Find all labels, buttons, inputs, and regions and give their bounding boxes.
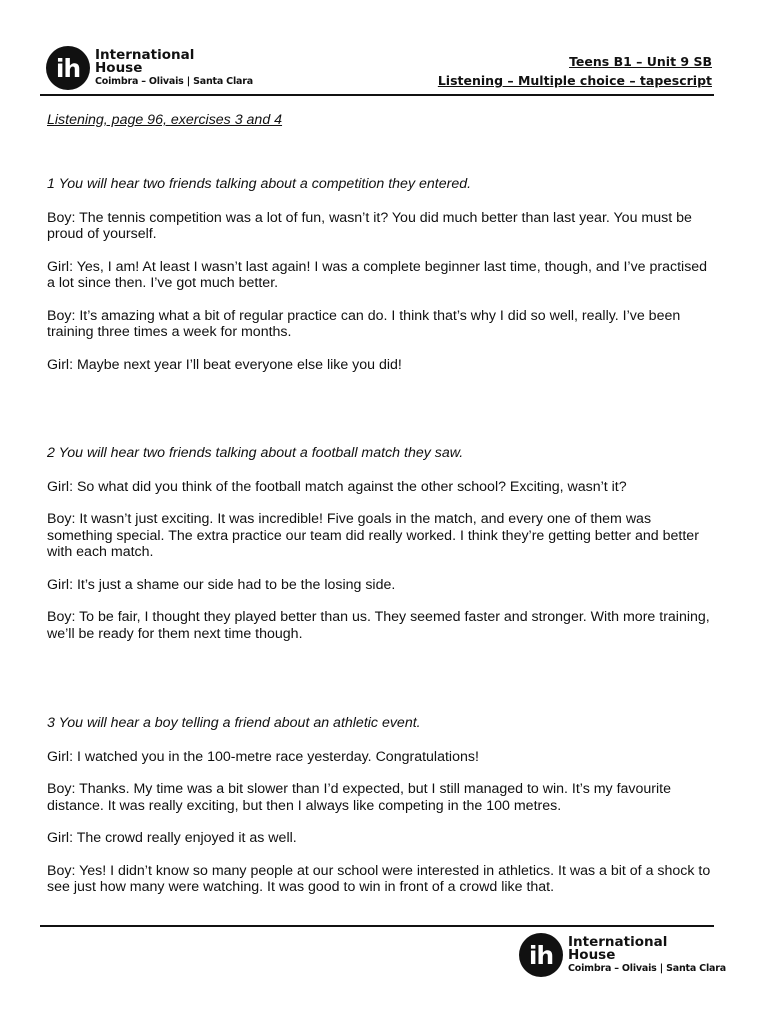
dialogue-line: Boy: The tennis competition was a lot of fun, wasn’t it? You did much better than last year. You must be proud of yourself. (47, 209, 692, 242)
footer-divider (40, 925, 714, 927)
dialogue-line: Boy: It’s amazing what a bit of regular practice can do. I think that’s why I did so well, really. I’ve been training three times a week for months. (47, 307, 681, 340)
dialogue-line: Girl: I watched you in the 100-metre race yesterday. Congratulations! (47, 748, 479, 765)
logo-subtitle: Coimbra – Olivais | Santa Clara (568, 962, 726, 974)
header-title-line1: Teens B1 – Unit 9 SB (569, 54, 712, 69)
footer-logo (519, 933, 726, 977)
ih-logo-icon: ih (519, 933, 563, 977)
section-2 (47, 445, 717, 658)
document-header-title (438, 52, 712, 90)
dialogue-line: Boy: To be fair, I thought they played better than us. They seemed faster and stronger. With more training, we’ll be ready for them next time though. (47, 609, 710, 642)
dialogue-line: Girl: The crowd really enjoyed it as well. (47, 830, 297, 846)
dialogue-line: Girl: So what did you think of the football match against the other school? Exciting, wasn’t it? (47, 478, 627, 495)
section-title: 1 You will hear two friends talking about a competition they entered. (47, 176, 472, 192)
header-divider (40, 94, 714, 96)
logo-text (95, 46, 253, 88)
section-title: 3 You will hear a boy telling a friend about an athletic event. (47, 715, 421, 731)
logo-name-line1: International (568, 933, 668, 950)
dialogue-line: Girl: It’s just a shame our side had to be the losing side. (47, 576, 396, 593)
logo-text (568, 933, 726, 975)
document-body (47, 112, 717, 895)
section-1 (47, 176, 717, 389)
logo-subtitle: Coimbra – Olivais | Santa Clara (95, 75, 253, 87)
ih-logo-icon: ih (46, 46, 90, 90)
dialogue-line: Boy: It wasn’t just exciting. It was incredible! Five goals in the match, and every one of them was something special. The extra practice our team did really worked. I think they’re getting better and better with each match. (47, 511, 699, 560)
page-heading: Listening, page 96, exercises 3 and 4 (47, 112, 283, 128)
dialogue-line: Girl: Maybe next year I’ll beat everyone else like you did! (47, 356, 402, 373)
header-logo (46, 46, 253, 90)
header-title-line2: Listening – Multiple choice – tapescript (437, 73, 712, 88)
section-title: 2 You will hear two friends talking about a football match they saw. (47, 445, 464, 461)
dialogue-line: Girl: Yes, I am! At least I wasn’t last again! I was a complete beginner last time, though, and I’ve practised a lot since then. I’ve got much better. (47, 258, 708, 291)
dialogue-line: Boy: Thanks. My time was a bit slower than I’d expected, but I still managed to win. It’s my favourite distance. It was really exciting, but then I always like competing in the 100 metres. (47, 781, 672, 814)
logo-name-line2: House (95, 59, 143, 76)
logo-name-line1: International (95, 46, 195, 63)
dialogue-line: Boy: Yes! I didn’t know so many people at our school were interested in athletics. It was a bit of a shock to see just how many were watching. It was good to win in front of a crowd like that. (47, 862, 711, 895)
section-3 (47, 715, 717, 912)
logo-name-line2: House (568, 946, 616, 963)
